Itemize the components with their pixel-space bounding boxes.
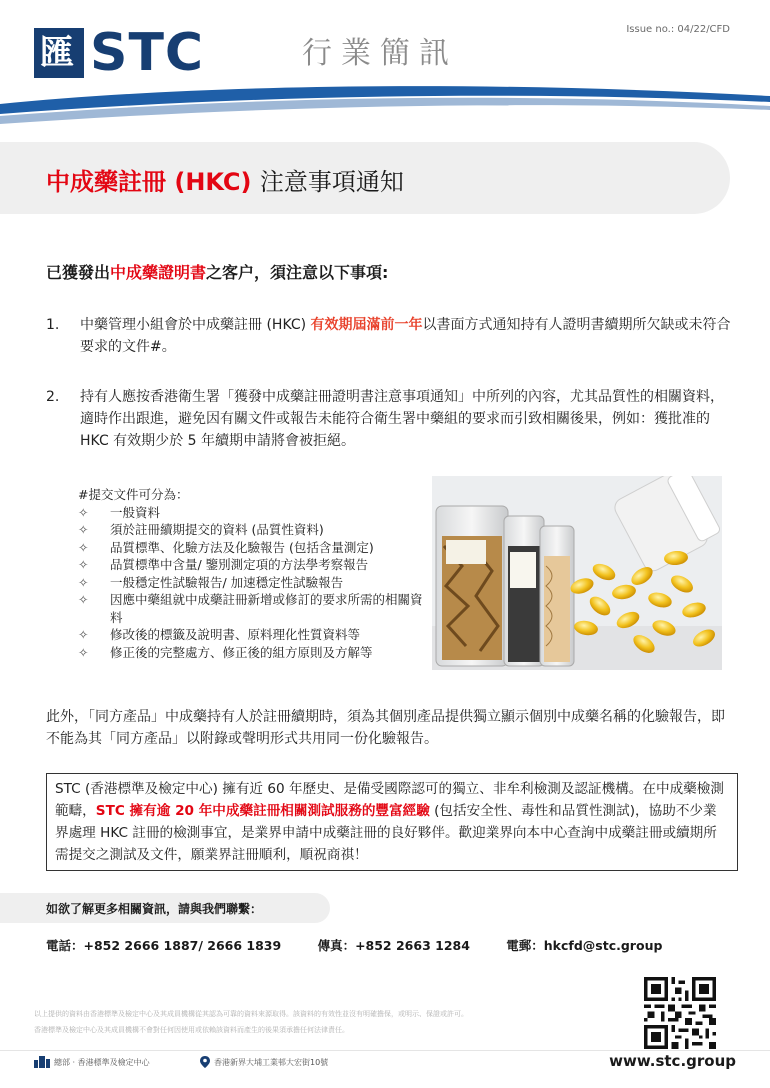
building-icon bbox=[34, 1056, 50, 1068]
fax-number: 傳真：+852 2663 1284 bbox=[317, 938, 470, 953]
list-item: ✧ 品質標準中含量/ 鑒別測定項的方法學考察報告 bbox=[78, 557, 369, 572]
item-highlight: 有效期屆滿前一年 bbox=[310, 317, 423, 333]
address-text: 香港新界大埔工業邨大宏街10號 bbox=[214, 1057, 329, 1067]
headquarters-label: 總部 · 香港標準及檢定中心 bbox=[54, 1057, 150, 1067]
stc-info-text-end: (包括安全性、毒性和品質性測試)，協助不少業界處理 HKC 註冊的檢測事宜，是業界申請中成藥註冊的良好夥伴。歡迎業界向本中心查詢中成藥註冊或續期所需提交之測試及文件，願業界註冊順利，順祝商祺！ bbox=[55, 803, 717, 863]
list-item: ✧ 因應中藥組就中成藥註冊新增或修訂的要求所需的相關資料 bbox=[78, 592, 423, 625]
footer-headquarters bbox=[34, 1056, 150, 1068]
header-title: 行業簡訊 bbox=[302, 36, 458, 71]
intro-suffix: 之客户，須注意以下事項: bbox=[206, 263, 389, 282]
phone-numbers: 電話：+852 2666 1887/ 2666 1839 bbox=[46, 938, 282, 953]
item-number: 1. bbox=[46, 317, 60, 333]
item-number: 2. bbox=[46, 389, 60, 405]
email-address[interactable]: 電郵：hkcfd@stc.group bbox=[506, 938, 663, 953]
disclaimer-line: 以上提供的資料由香港標準及檢定中心及其成員機構從其認為可靠的資料來源取得。該資料的有效性並沒有明確擔保，或明示、保證或許可。 bbox=[34, 1010, 468, 1018]
qr-code[interactable] bbox=[644, 977, 716, 1049]
stc-info-text: STC (香港標準及檢定中心) 擁有近 60 年歷史、是備受國際認可的獨立、非牟利檢測及認証機構。在中成藥檢測範疇， bbox=[55, 781, 724, 819]
logo-glyph: 匯 bbox=[40, 33, 74, 73]
diamond-bullet-icon: ✧ bbox=[78, 627, 89, 642]
logo-text: STC bbox=[90, 23, 205, 83]
title-red-part: 中成藥註冊 (HKC) bbox=[46, 168, 252, 196]
same-product-paragraph: 此外，「同方產品」中成藥持有人於註冊續期時，須為其個別產品提供獨立顯示個別中成藥名稱的化驗報告，即不能為其「同方產品」以附錄或聲明形式共用同一份化驗報告。 bbox=[46, 709, 725, 747]
footer-divider bbox=[0, 1050, 770, 1051]
list-item: ✧ 修正後的完整處方、修正後的組方原則及方解等 bbox=[78, 644, 373, 660]
list-item: ✧ 修改後的標籤及說明書、原料理化性質資料等 bbox=[78, 627, 361, 642]
list-item: ✧ 一般穩定性試驗報告/ 加速穩定性試驗報告 bbox=[78, 574, 344, 590]
intro-prefix: 已獲發出 bbox=[46, 263, 111, 282]
item-text: 中藥管理小組會於中成藥註冊 (HKC) bbox=[80, 317, 311, 333]
stc-info-box bbox=[46, 773, 738, 871]
disclaimer bbox=[34, 1006, 594, 1038]
intro-highlight: 中成藥證明書 bbox=[110, 263, 207, 282]
website-link[interactable]: www.stc.group bbox=[609, 1052, 736, 1070]
header-swoosh bbox=[0, 70, 770, 130]
page-title bbox=[46, 162, 404, 197]
diamond-bullet-icon: ✧ bbox=[78, 574, 89, 590]
diamond-bullet-icon: ✧ bbox=[78, 557, 89, 572]
document-list-heading: #提交文件可分為： bbox=[78, 487, 189, 502]
herbal-medicine-photo bbox=[432, 476, 722, 670]
location-pin-icon bbox=[200, 1056, 210, 1068]
contact-details bbox=[46, 936, 694, 954]
item-text-end: 以書面方式通知持有人證明書續期所欠缺或未符合要求的文件#。 bbox=[80, 317, 731, 355]
list-item: ✧ 一般資料 bbox=[78, 504, 161, 520]
notice-item-1 bbox=[46, 314, 736, 358]
list-item: ✧ 須於註冊續期提交的資料 (品質性資料) bbox=[78, 522, 324, 537]
notice-item-2 bbox=[46, 386, 736, 452]
diamond-bullet-icon: ✧ bbox=[78, 644, 89, 660]
footer-address bbox=[200, 1056, 328, 1068]
contact-heading: 如欲了解更多相關資訊，請與我們聯繫： bbox=[46, 902, 263, 916]
stc-info-highlight: STC 擁有逾 20 年中成藥註冊相關測試服務的豐富經驗 bbox=[95, 803, 430, 819]
disclaimer-line: 香港標準及檢定中心及其成員機構不會對任何因使用或依賴該資料而產生的後果須承擔任何法律責任。 bbox=[34, 1026, 349, 1034]
list-item: ✧ 品質標準、化驗方法及化驗報告 (包括含量測定) bbox=[78, 539, 374, 555]
document-list bbox=[78, 486, 423, 661]
title-dark-part: 注意事項通知 bbox=[259, 168, 404, 196]
diamond-bullet-icon: ✧ bbox=[78, 504, 89, 520]
item-text: 持有人應按香港衛生署「獲發中成藥註冊證明書注意事項通知」中所列的內容，尤其品質性的相關資料，適時作出跟進，避免因有關文件或報告未能符合衛生署中藥組的要求而引致相關後果，例如：獲批准的 HKC 有效期少於 5 年續期申請將會被拒絕。 bbox=[80, 389, 724, 449]
diamond-bullet-icon: ✧ bbox=[78, 592, 89, 607]
issue-number: Issue no.: 04/22/CFD bbox=[626, 24, 730, 35]
diamond-bullet-icon: ✧ bbox=[78, 522, 89, 537]
diamond-bullet-icon: ✧ bbox=[78, 539, 89, 555]
intro-heading bbox=[46, 260, 388, 283]
